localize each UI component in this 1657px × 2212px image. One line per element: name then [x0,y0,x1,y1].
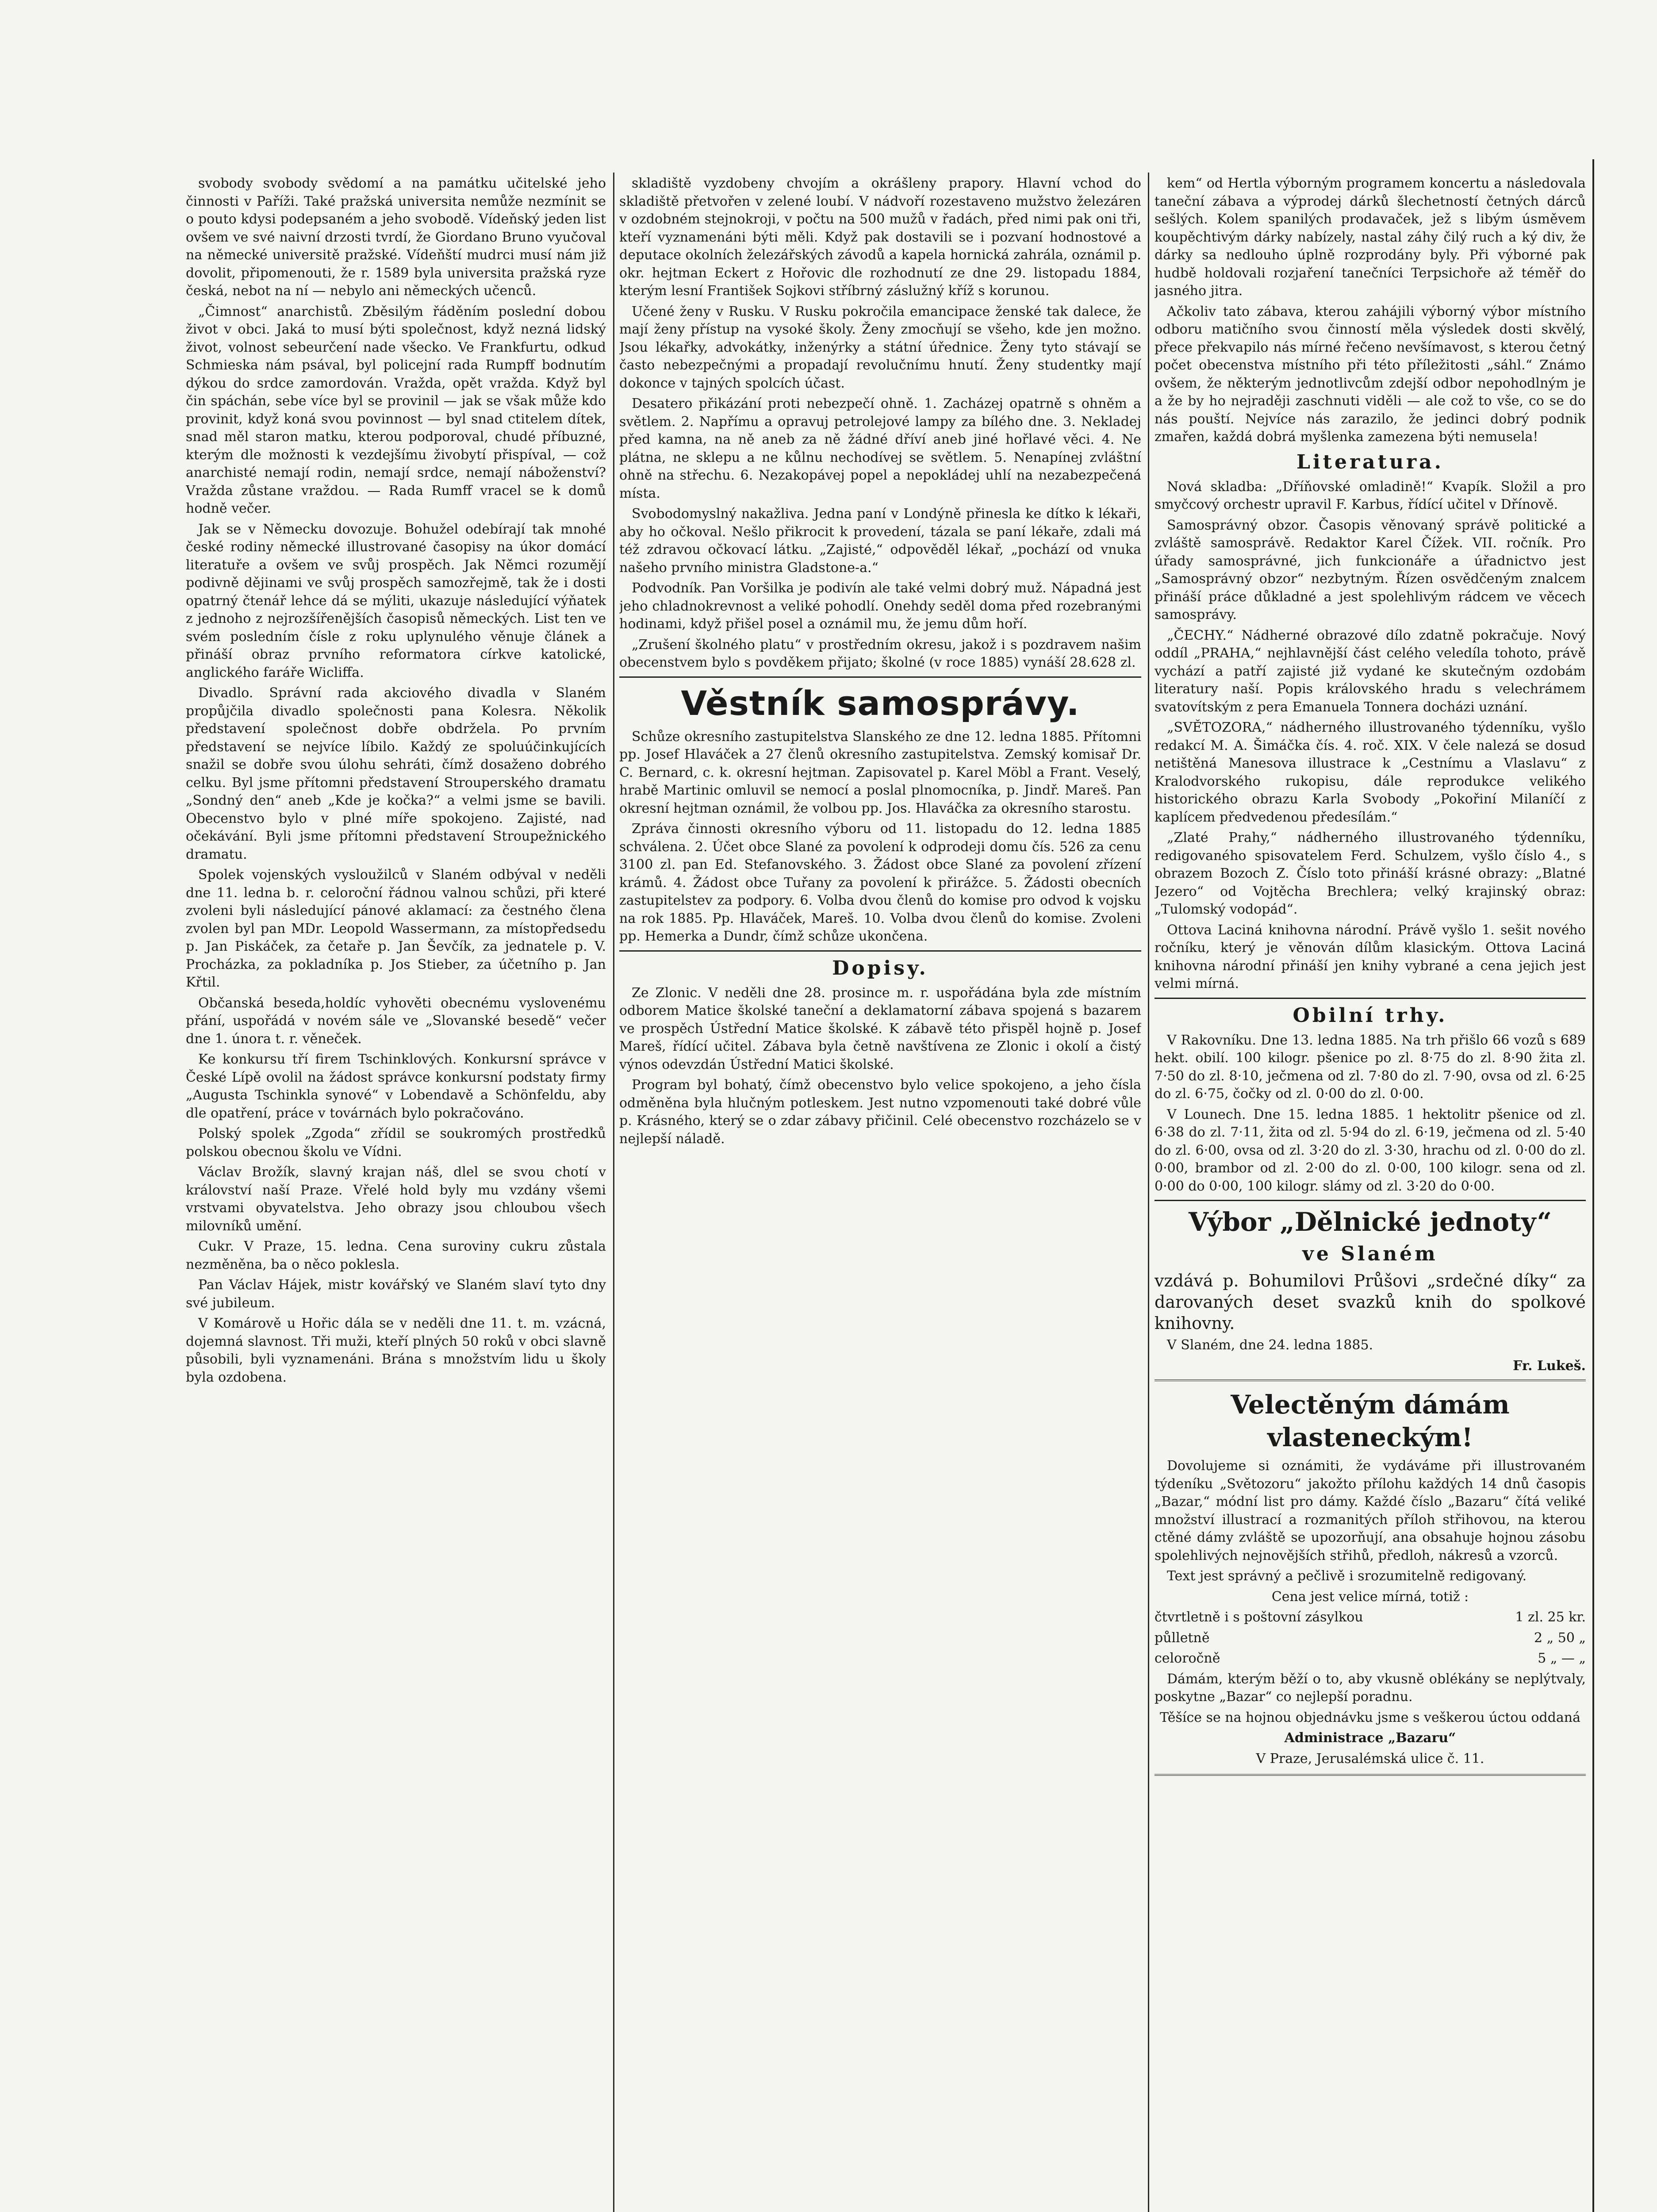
literatura-heading: Literatura. [1296,450,1444,473]
article-paragraph: V Komárově u Hořic dála se v neděli dne 11. t. m. vzácná, dojemná slavnost. Tři muži, kteří plných 50 roků v obci slavně působili, byli vyznamenáni. Brána s množstvím lidu u školy byla ozdobena. [186,1316,606,1385]
article-paragraph: Dovolujeme si oznámiti, že vydáváme při illustrovaném týdeníku „Světozoru“ jakožto přílohu každých 14 dnů časopis „Bazar,“ módní list pro dámy. Každé číslo „Bazaru“ čítá veliké množství illustrací a rozmanitých příloh střihovou, na kterou ctěné dámy zvláště se upozorňují, ana obsahuje hojnou zásobu spolehlivých nejnovějších střihů, předloh, nákresů a vzorců. [1155,1458,1586,1563]
article-paragraph: Program byl bohatý, čímž obecenstvo bylo velice spokojeno, a jeho čísla odměněna byla hlučným potleskem. Jest nutno vzpomenouti také dobré vůle p. Krásného, který se o zdar zábavy přičinil. Celé obecenstvo rozcházelo se v nejlepší náladě. [619,1077,1141,1147]
article-paragraph: V Rakovníku. Dne 13. ledna 1885. Na trh přišlo 66 vozů s 689 hekt. obilí. 100 kilogr. pšenice po zl. 8·75 do zl. 8·90 žita zl. 7·50 do zl. 8·10, ječmena od zl. 7·80 do zl. 7·90, ovsa od zl. 6·25 do zl. 6·75, čočky od zl. 0·00 do zl. 0·00. [1155,1032,1586,1102]
literatura-articles [1155,478,1586,993]
dopisy-articles [619,984,1141,1148]
column-2 [619,175,1141,2212]
column-3-articles [1155,175,1586,446]
article-paragraph: skladiště vyzdobeny chvojím a okrášleny prapory. Hlavní vchod do skladiště přetvořen v zelené loubí. V nádvoří rozestaveno mužstvo železáren v ozdobném stejnokroji, v počtu na 500 mužů v řadách, před nimi pak oni tři, kteří vyznamenáni býti měli. Když pak dostavili se i pozvaní hodnostové a deputace okolních železářských závodů a kapela hornická zahrála, oznámil p. okr. hejtman Eckert z Hořovic dle rozhodnutí ze dne 29. listopadu 1884, kterým lesní František Sojkovi stříbrný záslužný kříž s korunou. [619,176,1141,299]
article-paragraph: Desatero přikázání proti nebezpečí ohně. 1. Zacházej opatrně s ohněm a světlem. 2. Napřímu a opravuj petrolejové lampy za bílého dne. 3. Nekladej před kamna, na ně aneb za ně žádné dříví aneb jiné hořlavé věci. 4. Ne plátna, ne sklepu a ne kůlnu nechodívej se světlem. 5. Nenapínej zvláštní ohně na střechu. 6. Nezakopávej popel a nepokládej uhlí na nezabezpečená místa. [619,396,1141,501]
article-paragraph: svobody svobody svědomí a na památku učitelské jeho činnosti v Paříži. Také pražská universita nemůže nezmínit se o pouto kdysi podepsaném a jeho svobodě. Vídeňský jeden list ovšem ve své naivní drzosti tvrdí, že Giordano Bruno vyučoval na německé universitě pražské. Vídeňští mudrci musí nám již dovolit, připomenouti, že r. 1589 byla universita pražská ryze česká, nebot na ní — nebylo ani německých učenců. [186,176,606,299]
column-3 [1155,175,1586,2212]
price-amount: 5 „ — „ [1538,1651,1586,1666]
section-rule [619,676,1141,678]
article-paragraph: Schůze okresního zastupitelstva Slanského ze dne 12. ledna 1885. Přítomni pp. Josef Hlaváček a 27 členů okresního zastupitelstva. Zemský komisař Dr. C. Bernard, c. k. okresní hejtman. Zapisovatel p. Karel Möbl a Frant. Veselý, hrabě Martinic omluvil se nemocí a poslal plnomocníka, p. Jindř. Mareš. Pan okresní hejtman oznámil, že volbou pp. Jos. Hlaváčka za okresního starostu. [619,729,1141,816]
bazar-greeting: Těšíce se na hojnou objednávku jsme s veškerou úctou oddaná [1160,1709,1580,1725]
column-divider [613,173,614,2212]
trhy-heading: Obilní trhy. [1293,1004,1448,1027]
article-paragraph: Polský spolek „Zgoda“ zřídil se soukromých prostředků polskou obecnou školu ve Vídni. [186,1126,606,1160]
article-paragraph: Spolek vojenských vysloužilců v Slaném odbýval v neděli dne 11. ledna b. r. celoroční řádnou valnou schůzi, při které zvoleni byli následující pánové aklamací: za čestného člena zvolen byl pan MDr. Leopold Wassermann, za místopředsedu p. Jan Piskáček, za četaře p. Jan Ševčík, za jednatele p. V. Procházka, za pokladníka p. Jos Stieber, za účetního p. Jan Křtil. [186,867,606,990]
price-row [1155,1609,1586,1627]
article-paragraph: „Čimnost“ anarchistů. Zběsilým řáděním poslední dobou život v obci. Jaká to musí býti společnost, když nezná lidský život, volnost sebeurčení nade všecko. Ve Frankfurtu, odkud Schmieska nám psával, byl policejní rada Rumpff bodnutím dýkou do srdce zamordován. Vražda, opět vražda. Když byl čin spáchán, sebe více byl se provinil — jak se však může kdo provinit, když koná svou povinnost — byl snad ctitelem dítek, snad měl staron matku, kterou podporoval, chudé příbuzné, kterým dle možnosti k vezdejšímu živobytí přispíval, — což anarchisté nemají rodin, nemají srdce, nemají náboženství? Vražda zůstane vraždou. — Rada Rumff vracel se k domů hodně večer. [186,303,606,516]
price-row [1155,1629,1586,1647]
article-paragraph: Divadlo. Správní rada akciového divadla v Slaném propůjčila divadlo společnosti pana Kolesra. Několik představení společnost dobře obdržela. Po prvním představení se nejvíce líbilo. Každý ze spoluúčinkujících snažil se dobře svou úlohu sehráti, čímž dosaženo dobrého celku. Byl jsme přítomni představení Strouperského dramatu „Sondný den“ aneb „Kde je kočka?“ a velmi jsme se bavili. Obecenstvo bylo v plné míře spokojeno. Zajisté, nad očekávání. Byli jsme přítomni představení Stroupežnického dramatu. [186,685,606,862]
article-paragraph: Občanská beseda,holdíc vyhověti obecnému vyslovenému přání, uspořádá v novém sále ve „Slovanské besedě“ večer dne 1. února t. r. věneček. [186,995,606,1047]
vybor-date: V Slaném, dne 24. ledna 1885. [1167,1337,1373,1353]
vybor-heading: Výbor „Dělnické jednoty“ [1188,1207,1552,1237]
article-paragraph: Václav Brožík, slavný krajan náš, dlel se svou chotí v království naší Praze. Vřelé hold byly mu vzdány všemi vrstvami obyvatelstva. Jeho obrazy jsou chloubou všech milovníků umění. [186,1164,606,1234]
article-paragraph: Učené ženy v Rusku. V Rusku pokročila emancipace ženské tak dalece, že mají ženy přístup na vysoké školy. Ženy zmocňují se všeho, kde jen možno. Jsou lékařky, advokátky, inženýrky a státní úřednice. Ženy tyto stávají se často nebezpečnými a propadají revolučnímu hnutí. Ženy studentky mají dokonce v tajných spolcích účast. [619,303,1141,391]
bazar-closing: Dámám, kterým běží o to, aby vkusně oblékány se neplýtvaly, poskytne „Bazar“ co nejlepší poradnu. [1155,1671,1586,1705]
bazar-price-label: Cena jest velice mírná, totiž : [1271,1589,1469,1605]
article-paragraph: „ČECHY.“ Nádherné obrazové dílo zdatně pokračuje. Nový oddíl „PRAHA,“ nejhlavnější část celého veledíla tohoto, právě vychází a patří zajisté již vydané ke skutečným ozdobám literatury naší. Popis královského hradu s velechrámem svatovítským z pera Emanuela Tonnera docházi uznání. [1155,627,1586,715]
bazar-signature: Administrace „Bazaru“ [1284,1730,1456,1746]
article-paragraph: Podvodník. Pan Voršilka je podivín ale také velmi dobrý muž. Nápadná jest jeho chladnokrevnost a veliké pohodlí. Onehdy seděl doma před rozebranými hodinami, když přišel posel a oznámil mu, že jemu dům hoří. [619,580,1141,632]
price-amount: 1 zl. 25 kr. [1515,1609,1586,1625]
bazar-advert-body [1155,1457,1586,1586]
bazar-advert [1155,1379,1586,1776]
article-paragraph: „Zrušení školného platu“ v prostředním okresu, jakož i s pozdravem našim obecenstvem bylo s povděkem přijato; školné (v roce 1885) vynáší 28.628 zl. [619,637,1141,670]
bazar-price-table [1155,1609,1586,1668]
vybor-subheading: ve Slaném [1302,1243,1438,1265]
section-rule [1155,1200,1586,1201]
price-label: půlletně [1155,1630,1210,1646]
column-1-articles [186,175,606,1386]
article-paragraph: „SVĚTOZORA,“ nádherného illustrovaného týdenníku, vyšlo redakcí M. A. Šimáčka čís. 4. roč. XIX. V čele nalezá se dosud netištěná Manesova illustrace k „Cestnímu a Vlaslavu“ z Kralodvorského rukopisu, dále reprodukce velikého historického obrazu Karla Svobody „Pokořiní Milaníčí z kaplícem předvedenou předesílám.“ [1155,720,1586,825]
article-paragraph: V Lounech. Dne 15. ledna 1885. 1 hektolitr pšenice od zl. 6·38 do zl. 7·11, žita od zl. 5·94 do zl. 6·19, ječmena od zl. 5·40 do zl. 6·00, ovsa od zl. 3·20 do zl. 3·30, hrachu od zl. 0·00 do zl. 0·00, brambor od zl. 2·00 do zl. 0·00, 100 kilogr. sena od zl. 0·00 do 0·00, 100 kilogr. slámy od zl. 3·20 do 0·00. [1155,1106,1586,1194]
article-paragraph: Text jest správný a pečlivě i srozumitelně redigovaný. [1167,1568,1527,1584]
dopisy-heading: Dopisy. [832,956,928,979]
section-rule [1155,998,1586,999]
article-paragraph: Nová skladba: „Dříňovské omladině!“ Kvapík. Složil a pro smyčcový orchestr upravil F. Karbus, řídící učitel v Dřínově. [1155,479,1586,512]
page-edge-rule [1592,159,1594,2212]
column-2-articles [619,175,1141,672]
trhy-articles [1155,1032,1586,1196]
article-paragraph: Ačkoliv tato zábava, kterou zahájili výborný výbor místního odboru matičního svou činností měla výsledek dosti skvělý, přece překvapilo nás mírné řečeno nevšímavost, s kterou četný počet obecenstva místního při této příležitosti „sáhl.“ Známo ovšem, že některým jednotlivcům zdejší odbor nepohodlným je a že by ho nejraději zaschnuti viděli — ale což to vše, co se do nás pouští. Nejvíce nás zarazilo, že jedinci dobrý podnik zmařen, každá dobrá myšlenka zamezena býti nemusela! [1155,303,1586,445]
article-paragraph: „Zlaté Prahy,“ nádherného illustrovaného týdenníku, redigovaného spisovatelem Ferd. Schulzem, vyšlo číslo 4., s obrazem Bozoch Z. Číslo toto přináší krásné obrazy: „Blatné Jezero“ od Vojtěcha Brechlera; velký krajinský obraz: „Tulomský vodopád“. [1155,830,1586,917]
section-rule [619,950,1141,952]
article-paragraph: Zpráva činnosti okresního výboru od 11. listopadu do 12. ledna 1885 schválena. 2. Účet obce Slané za povolení k odprodeji domu čís. 526 za cenu 3100 zl. pan Ed. Stefanovského. 3. Žádost obce Slané za povolení zřízení krámů. 4. Žádost obce Tuřany za povolení k přirážce. 5. Žádosti obecních zastupitelstev za podpory. 6. Volba dvou členů do komise pro odvod k vojsku na rok 1885. Pp. Hlaváček, Mareš. 10. Volba dvou členů do komise. Zvoleni pp. Hemerka a Dundr, čímž schůze ukončena. [619,821,1141,944]
article-paragraph: Ottova Laciná knihovna národní. Právě vyšlo 1. sešit nového ročníku, který je věnován dílům klasickým. Ottova Laciná knihovna národní přináší jen knihy vybrané a cena jejich jest velmi mírná. [1155,922,1586,991]
article-paragraph: Cukr. V Praze, 15. ledna. Cena suroviny cukru zůstala nezměněna, ba o něco poklesla. [186,1239,606,1272]
vybor-signature: Fr. Lukeš. [1513,1358,1586,1374]
vybor-text: vzdává p. Bohumilovi Průšovi „srdečné díky“ za darovaných deset svazků knih do spolkové knihovny. [1155,1271,1586,1333]
bazar-advert-heading: Velectěným dámám vlasteneckým! [1231,1390,1510,1452]
vestnik-articles [619,728,1141,946]
article-paragraph: Ze Zlonic. V neděli dne 28. prosince m. r. uspořádána byla zde místním odborem Matice školské taneční a deklamatorní zábava spojená s bazarem ve prospěch Ústřední Matice školské. K zábavě této přispěl hojně p. Josef Mareš, řídící učitel. Zábava byla četně navštívena ze Zlonic i okolí a čistý výnos odevzdán Ústřední Matici školské. [619,985,1141,1072]
article-paragraph: kem“ od Hertla výborným programem koncertu a následovala taneční zábava a výprodej dárků šlechetností četných dárců sešlých. Kolem spanilých prodavaček, jež s libým úsměvem koupěchtivým dárky nabízely, nastal záhy čilý ruch a ký div, že dárky sa nedlouho úplně rozprodány byly. Při výborné pak hudbě holdovali rozjaření tanečníci Terpsichoře až téměř do jasného jitra. [1155,176,1586,299]
price-label: čtvrtletně i s poštovní zásylkou [1155,1609,1363,1625]
price-label: celoročně [1155,1651,1220,1666]
vestnik-heading: Věstník samosprávy. [681,683,1080,723]
column-1 [186,175,606,2212]
article-paragraph: Svobodomyslný nakažliva. Jedna paní v Londýně přinesla ke dítko k lékaři, aby ho očkoval. Nešlo přikrocit k provedení, tázala se paní lékaře, zdali má též zdravou očkovací látku. „Zajisté,“ odpověděl lékař, „pochází od vnuka našeho prvního ministra Gladstone-a.“ [619,506,1141,576]
price-row [1155,1650,1586,1668]
article-paragraph: Jak se v Německu dovozuje. Bohužel odebírají tak mnohé české rodiny německé illustrované časopisy na úkor domácí literatuře a ovšem ve svůj prospěch. Jak Němci rozumějí podivně dějinami ve svůj prospěch samozřejmě, tak že i dosti opatrný čtenář lehce dá se mýliti, ukazuje následující výňatek z jednoho z nejrozšířenějších časopisů německých. List ten ve svém posledním čísle z roku uplynulého věnuje článek a přináší obraz prvního reformatora církve katolické, anglického faráře Wicliffa. [186,521,606,680]
article-paragraph: Pan Václav Hájek, mistr kovářský ve Slaném slaví tyto dny své jubileum. [186,1277,606,1311]
article-paragraph: Samosprávný obzor. Časopis věnovaný správě politické a zvláště samosprávě. Redaktor Karel Čížek. VII. ročník. Pro úřady samosprávné, jich funkcionáře a úřadnictvo jest „Samosprávný obzor“ nezbytným. Řízen osvědčeným znalcem přináší práce důkladné a jest spolehlivým rádcem ve věcech samosprávy. [1155,517,1586,622]
column-divider [1148,173,1149,2212]
article-paragraph: Ke konkursu tří firem Tschinklových. Konkursní správce v České Lípě ovolil na žádost správce konkursní podstaty firmy „Augusta Tschinkla synové“ v Lobendavě a Schönfeldu, aby dle opatření, práce v továrnách bylo pokračováno. [186,1052,606,1121]
bazar-address: V Praze, Jerusalémská ulice č. 11. [1256,1751,1484,1767]
price-amount: 2 „ 50 „ [1534,1630,1586,1646]
